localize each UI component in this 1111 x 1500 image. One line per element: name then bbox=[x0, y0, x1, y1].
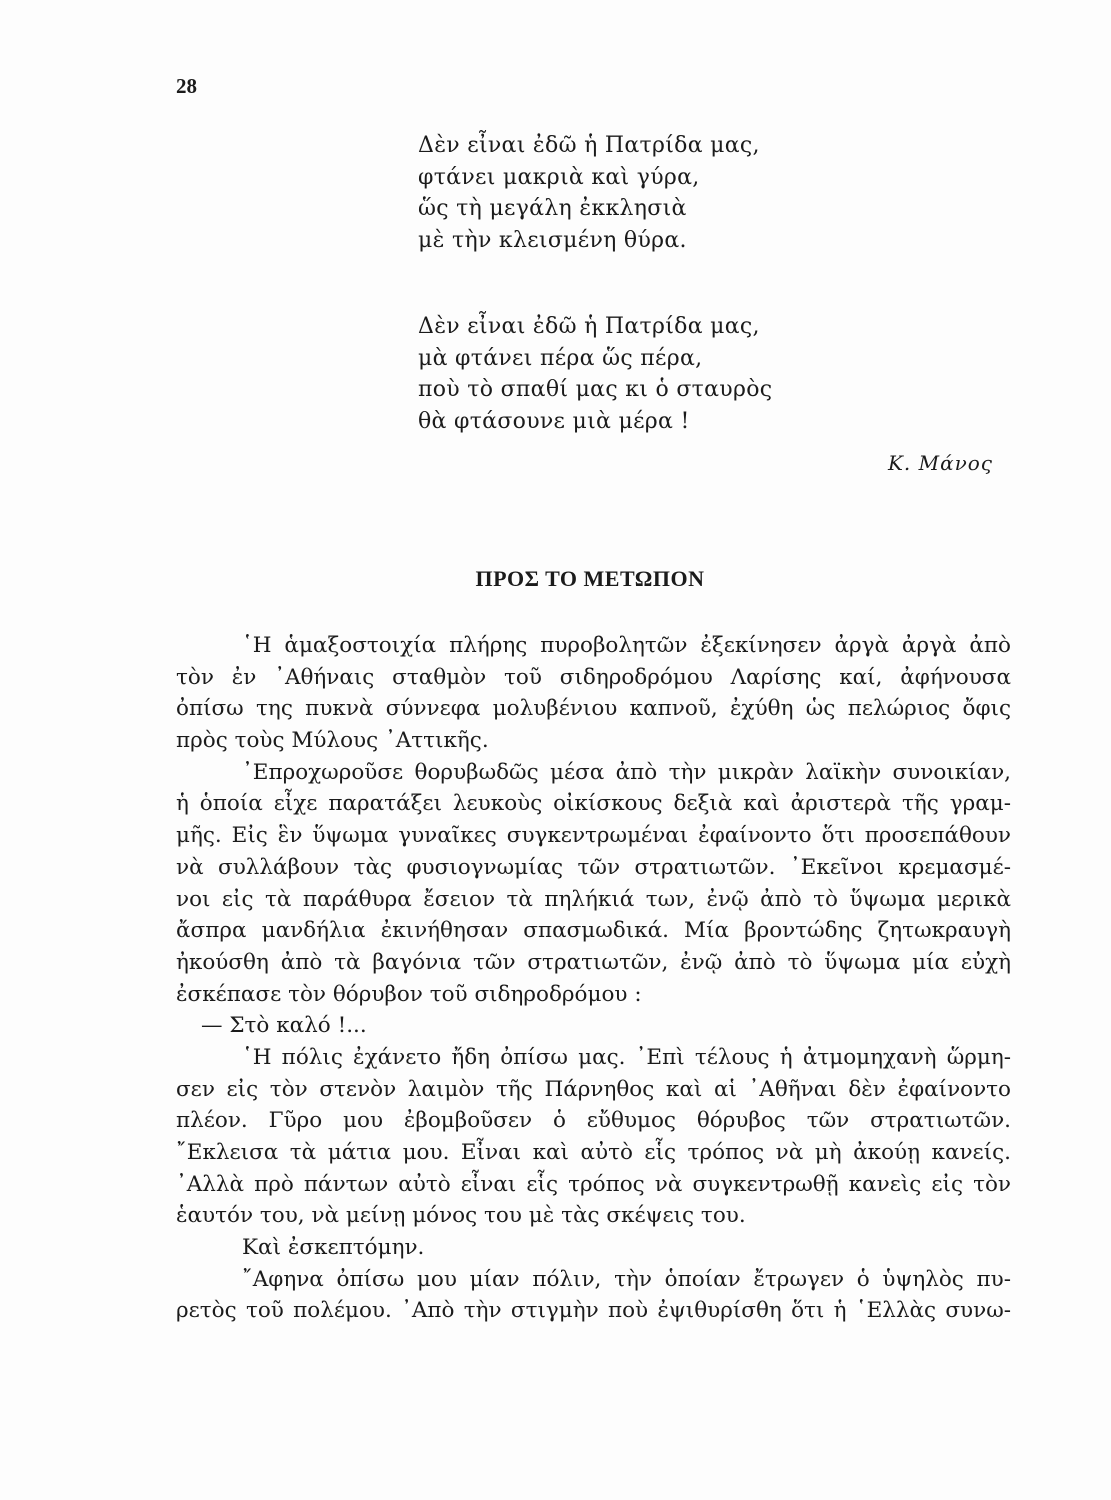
prose-line: ᾿Αλλὰ πρὸ πάντων αὐτὸ εἶναι εἷς τρόπος νὰ συγκεντρωθῇ κανεὶς εἰς τὸν bbox=[176, 1171, 1011, 1197]
prose-line: νοι εἰς τὰ παράθυρα ἔσειον τὰ πηλήκιά των, ἐνῷ ἀπὸ τὸ ὕψωμα μερικὰ bbox=[176, 886, 1011, 912]
prose-line: ἡ ὁποία εἶχε παρατάξει λευκοὺς οἰκίσκους δεξιὰ καὶ ἀριστερὰ τῆς γραμ- bbox=[176, 791, 1011, 817]
prose-line: ρετὸς τοῦ πολέμου. ᾿Απὸ τὴν στιγμὴν ποὺ ἐψιθυρίσθη ὅτι ἡ ῾Ελλὰς συνω- bbox=[176, 1298, 1011, 1324]
poem-line: ποὺ τὸ σπαθί μας κι ὁ σταυρὸς bbox=[418, 377, 773, 402]
poem-stanza-1 bbox=[418, 130, 760, 256]
prose-line: πρὸς τοὺς Μύλους ᾿Αττικῆς. bbox=[176, 728, 489, 754]
prose-line: ἑαυτόν του, νὰ μείνῃ μόνος του μὲ τὰς σκέψεις του. bbox=[176, 1203, 746, 1229]
poem-line: Δὲν εἶναι ἐδῶ ἡ Πατρίδα μας, bbox=[418, 133, 760, 158]
prose-line: μῆς. Εἰς ἓν ὕψωμα γυναῖκες συγκεντρωμέναι ἐφαίνοντο ὅτι προσεπάθουν bbox=[176, 823, 1011, 849]
prose-line: τὸν ἐν ᾿Αθήναις σταθμὸν τοῦ σιδηροδρόμου Λαρίσης καί, ἀφήνουσα bbox=[176, 664, 1011, 690]
prose-line: ῾Η πόλις ἐχάνετο ἤδη ὀπίσω μας. ᾿Επὶ τέλους ἡ ἀτμομηχανὴ ὥρμη- bbox=[242, 1044, 1011, 1070]
prose-body bbox=[176, 630, 1011, 1327]
poem-author: Κ. Μάνος bbox=[887, 451, 993, 475]
prose-line: ἄσπρα μανδήλια ἐκινήθησαν σπασμωδικά. Μία βροντώδης ζητωκραυγὴ bbox=[176, 918, 1011, 944]
poem-line: μὲ τὴν κλεισμένη θύρα. bbox=[418, 227, 687, 253]
prose-line: νὰ συλλάβουν τὰς φυσιογνωμίας τῶν στρατιωτῶν. ᾿Εκεῖνοι κρεμασμέ- bbox=[176, 854, 1011, 880]
poem-stanza-2 bbox=[418, 311, 772, 437]
poem-line: φτάνει μακριὰ καὶ γύρα, bbox=[418, 164, 700, 190]
prose-line: Καὶ ἐσκεπτόμην. bbox=[242, 1235, 425, 1261]
prose-line: ὀπίσω της πυκνὰ σύννεφα μολυβένιου καπνοῦ, ἐχύθη ὡς πελώριος ὄφις bbox=[176, 696, 1011, 722]
prose-line: ῎Εκλεισα τὰ μάτια μου. Εἶναι καὶ αὐτὸ εἷς τρόπος νὰ μὴ ἀκούῃ κανείς. bbox=[176, 1140, 1011, 1165]
prose-line: πλέον. Γῦρο μου ἐβομβοῦσεν ὁ εὔθυμος θόρυβος τῶν στρατιωτῶν. bbox=[176, 1108, 1011, 1134]
poem-line: μὰ φτάνει πέρα ὥς πέρα, bbox=[418, 345, 703, 371]
prose-line: ἠκούσθη ἀπὸ τὰ βαγόνια τῶν στρατιωτῶν, ἐνῷ ἀπὸ τὸ ὕψωμα μία εὐχὴ bbox=[176, 949, 1011, 975]
prose-line: ῎Αφηνα ὀπίσω μου μίαν πόλιν, τὴν ὁποίαν ἔτρωγεν ὁ ὑψηλὸς πυ- bbox=[242, 1266, 1011, 1292]
page-number: 28 bbox=[176, 74, 197, 98]
poem-line: θὰ φτάσουνε μιὰ μέρα ! bbox=[418, 408, 690, 434]
section-title: ΠΡΟΣ ΤΟ ΜΕΤΩΠΟΝ bbox=[475, 566, 705, 591]
prose-line: ῾Η ἁμαξοστοιχία πλήρης πυροβολητῶν ἐξεκίνησεν ἀργὰ ἀργὰ ἀπὸ bbox=[242, 633, 1011, 658]
poem-line: ὥς τὴ μεγάλη ἐκκλησιὰ bbox=[418, 196, 687, 221]
prose-line: σεν εἰς τὸν στενὸν λαιμὸν τῆς Πάρνηθος καὶ αἱ ᾿Αθῆναι δὲν ἐφαίνοντο bbox=[176, 1076, 1011, 1102]
prose-dialogue-line: — Στὸ καλό !... bbox=[201, 1013, 367, 1039]
prose-line: ἐσκέπασε τὸν θόρυβον τοῦ σιδηροδρόμου : bbox=[176, 981, 642, 1007]
poem-line: Δὲν εἶναι ἐδῶ ἡ Πατρίδα μας, bbox=[418, 314, 760, 339]
prose-line: ᾿Επροχωροῦσε θορυβωδῶς μέσα ἀπὸ τὴν μικρὰν λαϊκὴν συνοικίαν, bbox=[242, 759, 1011, 785]
